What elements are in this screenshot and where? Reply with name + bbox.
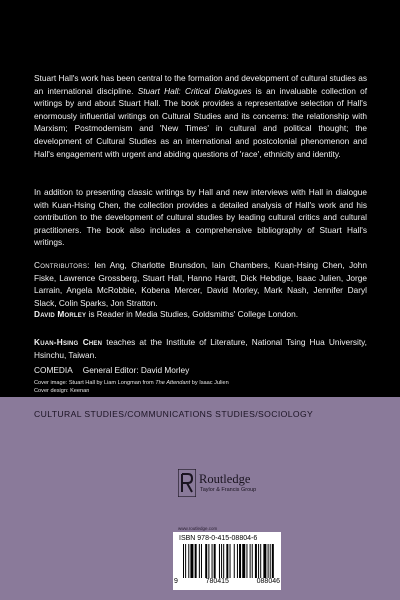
cover-credits [34,379,367,395]
cover-image-credit: Cover image: Stuart Hall by Liam Longman from The Attendant by Isaac Julien [34,380,229,386]
editor-name: Kuan-Hsing Chen [34,337,103,347]
contributors-label: Contributors: [34,260,90,270]
barcode-digit-group: 780415 [205,578,229,585]
description-paragraph-1 [34,72,367,160]
barcode-panel [173,532,281,590]
barcode-digit-group: 9 [174,578,178,585]
contributors-paragraph [34,259,367,309]
book-title: Stuart Hall: Critical Dialogues [137,85,252,96]
isbn-text: ISBN 978-0-415-08804-6 [179,535,258,542]
barcode-digits [174,578,280,585]
description-text: is an invaluable collection of writings by and about Stuart Hall. The book provides a representative selection of Hall's enormously influential writings on Cultural Studies and its concerns: the relationship with Marxism; Postmodernism and 'New Times' in cultural and political thought; the development of Cultural Studies as an international and postcolonial phenomenon and Hall's engagement with urgent and abiding questions of 'race', ethnicity and identity. [34,85,368,159]
subject-category: CULTURAL STUDIES/COMMUNICATIONS STUDIES/SOCIOLOGY [34,409,314,419]
imprint-name: COMEDIA [34,365,73,375]
editor-bio-chen [34,336,367,361]
publisher-logo [178,469,288,509]
general-editor: General Editor: David Morley [82,365,190,375]
editor-bio-morley [34,308,367,321]
publisher-website: www.routledge.com [178,526,218,531]
description-text: Stuart Hall's work has been central to the formation and development of cultural studies as an international discipline. [34,73,367,96]
editor-bio: is Reader in Media Studies, Goldsmiths' College London. [86,309,299,319]
contributors-names: Ien Ang, Charlotte Brunsdon, Iain Chambers, Kuan-Hsing Chen, John Fiske, Lawrence Grossberg, Stuart Hall, Hanno Hardt, Dick Hebdige, Isaac Julien, Jorge Larrain, Angela McRobbie, Kobena Mercer, David Morley, Mark Nash, Jennifer Daryl Slack, Colin Sparks, Jon Stratton. [34,260,367,308]
barcode-icon [183,544,275,578]
publisher-group: Taylor & Francis Group [200,487,257,493]
barcode-digit-group: 088046 [256,578,280,585]
cover-design-credit: Cover design: Keenan [34,388,90,394]
editor-name: David Morley [34,309,87,319]
editor-bio: teaches at the Institute of Literature, National Tsing Hua University, Hsinchu, Taiwan. [34,337,367,360]
routledge-r-icon [178,469,196,497]
series-line [34,365,189,375]
publisher-name: Routledge [199,472,251,486]
description-paragraph-2 [34,186,367,249]
description-text: In addition to presenting classic writings by Hall and new interviews with Hall in dialogue with Kuan-Hsing Chen, the collection provides a detailed analysis of Hall's work and his contribution to the development of cultural studies by leading cultural critics and cultural practitioners. The book also includes a comprehensive bibliography of Stuart Hall's writings. [34,187,367,248]
